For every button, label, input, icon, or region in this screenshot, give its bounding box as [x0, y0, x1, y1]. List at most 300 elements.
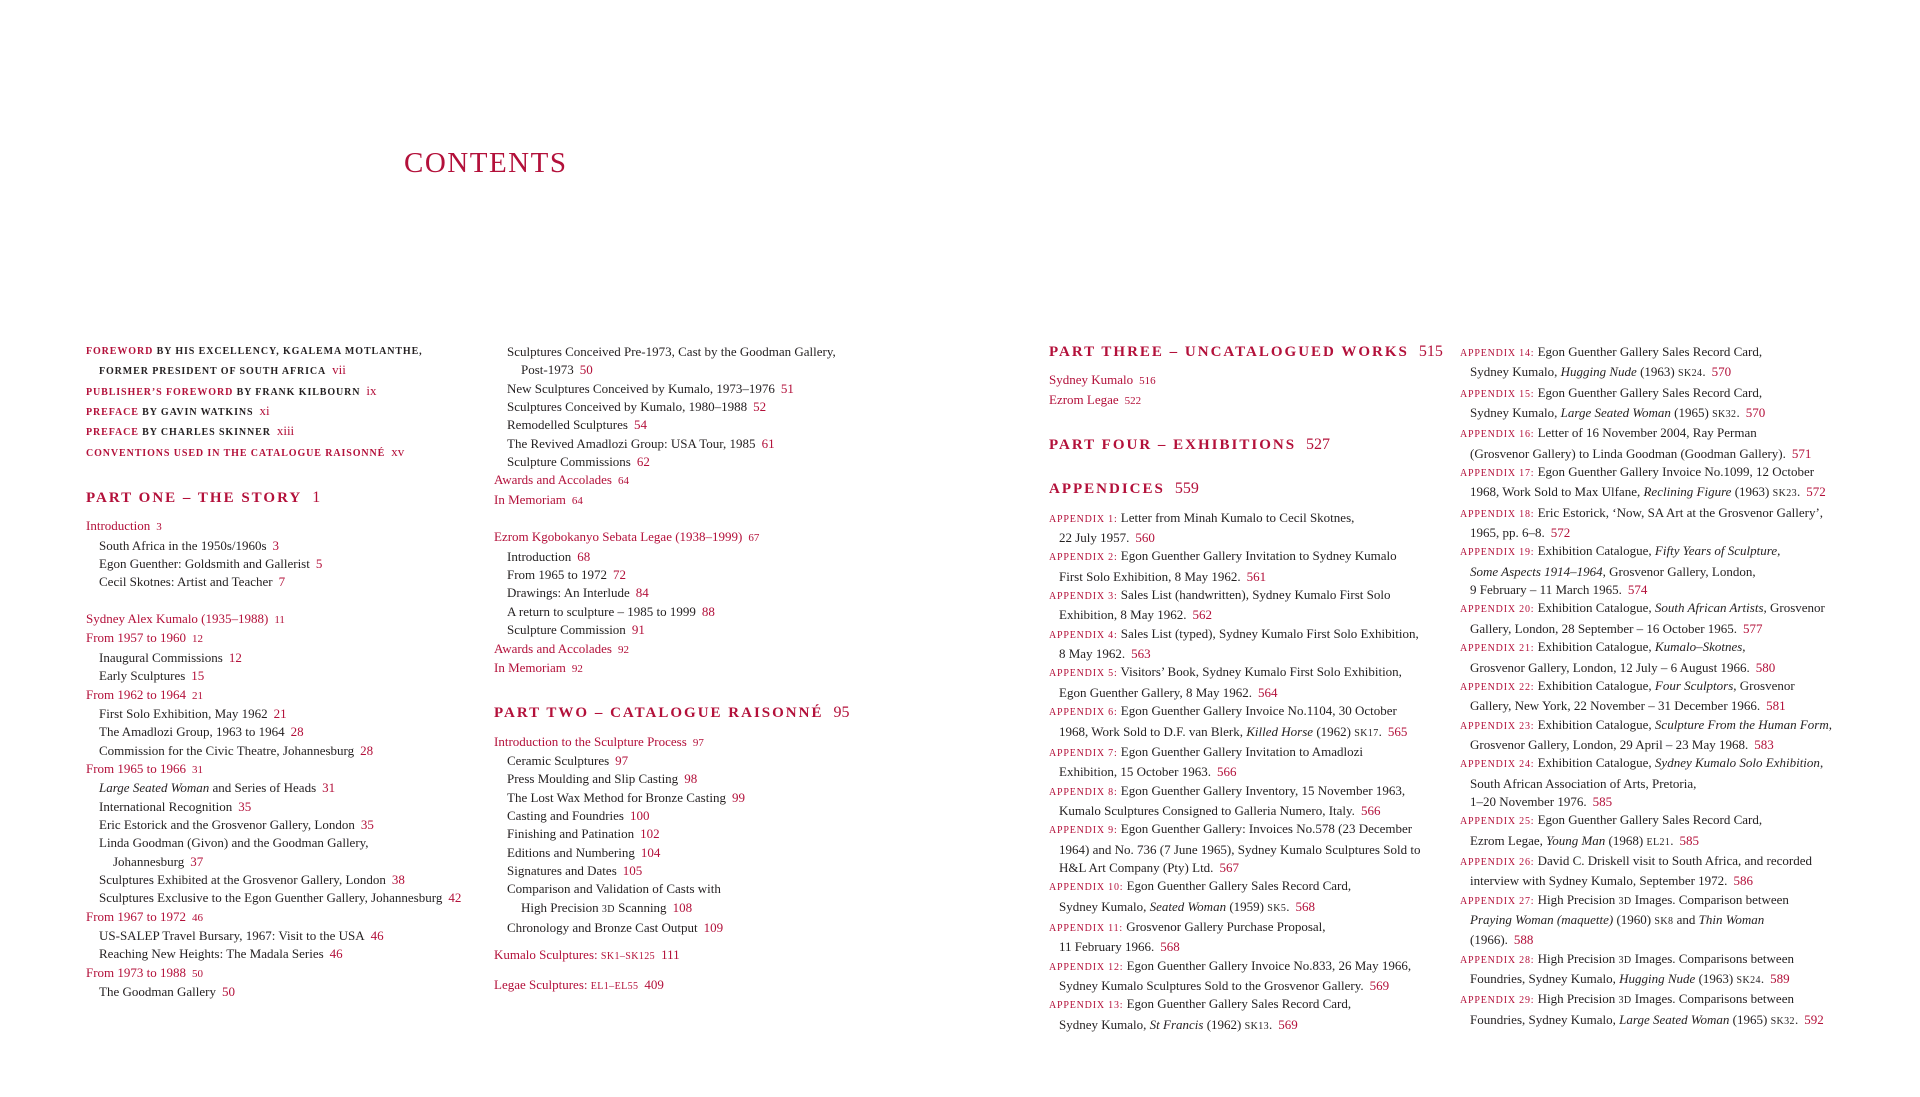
toc-column-1	[86, 343, 496, 1001]
page-number: 588	[1513, 932, 1534, 948]
appendix-entry[interactable]	[1460, 811, 1880, 852]
page-number: 42	[448, 890, 462, 906]
entry-text: Ceramic Sculptures	[507, 752, 610, 768]
section-entry[interactable]	[86, 517, 496, 536]
subsection-entry[interactable]	[86, 889, 496, 907]
entry-text: Sales List (handwritten), Sydney Kumalo First Solo	[1117, 587, 1391, 603]
page-number: 3	[272, 537, 280, 553]
entry-text: Images. Comparison between	[1631, 891, 1789, 907]
subsection-entry[interactable]	[86, 723, 496, 741]
entry-text: (1960)	[1613, 911, 1655, 927]
entry-text: Sculptures Exhibited at the Grosvenor Gallery, London	[99, 871, 386, 887]
entry-line	[99, 742, 496, 760]
entry-line	[494, 733, 924, 752]
page-number: 586	[1733, 873, 1753, 889]
entry-line	[86, 343, 496, 361]
part-heading[interactable]	[86, 489, 496, 507]
subsection-entry[interactable]	[494, 621, 924, 639]
appendix-label: APPENDIX 14:	[1460, 348, 1535, 359]
entry-text: Reaching New Heights: The Madala Series	[99, 946, 324, 962]
entry-line	[1049, 802, 1459, 820]
page-number: 15	[191, 668, 205, 684]
entry-line	[1049, 606, 1459, 624]
entry-text: Sculptures Conceived by Kumalo, 1980–1988	[507, 399, 748, 415]
subsection-entry[interactable]	[86, 537, 496, 555]
entry-line	[86, 629, 496, 648]
entry-line	[1460, 483, 1880, 503]
entry-text: SK13	[1244, 1020, 1270, 1032]
appendix-label: APPENDIX 13:	[1049, 1000, 1124, 1012]
entry-text: The Goodman Gallery	[99, 984, 216, 999]
entry-text: .	[1760, 971, 1765, 986]
entry-text: (1963)	[1695, 971, 1737, 986]
page-number: 97	[692, 736, 704, 749]
entry-text: Remodelled Sculptures	[507, 417, 628, 433]
appendix-entry[interactable]	[1049, 820, 1459, 877]
entry-line	[1460, 638, 1880, 658]
page-number: 37	[190, 853, 204, 869]
subsection-entry[interactable]	[86, 983, 496, 1001]
entry-text: PART THREE – UNCATALOGUED WORKS	[1049, 344, 1409, 360]
page-number: 516	[1139, 375, 1156, 388]
entry-text: From 1965 to 1966	[86, 760, 187, 776]
entry-line	[1049, 663, 1459, 683]
subsection-entry[interactable]	[494, 416, 924, 434]
entry-label: PUBLISHER’S FOREWORD	[86, 386, 234, 398]
page-number: 559	[1174, 480, 1199, 498]
subsection-entry[interactable]	[494, 380, 924, 398]
subsection-entry[interactable]	[86, 742, 496, 760]
section-entry[interactable]	[86, 686, 496, 705]
subsection-entry[interactable]	[494, 807, 924, 825]
section-entry[interactable]	[494, 640, 924, 659]
entry-text: Kumalo–Skotnes,	[1654, 639, 1746, 655]
page-number: 105	[622, 862, 643, 878]
entry-text: Sydney Kumalo Sculptures Sold to the Grosvenor Gallery.	[1059, 977, 1364, 993]
entry-text: Foundries, Sydney Kumalo,	[1470, 1011, 1620, 1027]
entry-line	[507, 899, 924, 919]
section-entry[interactable]	[86, 964, 496, 983]
section-entry[interactable]	[86, 629, 496, 648]
entry-line	[494, 640, 924, 659]
page-number: 563	[1131, 646, 1151, 662]
part-heading[interactable]	[1049, 343, 1459, 361]
appendix-label: APPENDIX 24:	[1460, 759, 1535, 771]
appendix-label: APPENDIX 5:	[1049, 668, 1118, 680]
appendix-entry[interactable]	[1049, 547, 1459, 586]
front-matter-entry[interactable]	[86, 402, 496, 422]
entry-text: Press Moulding and Slip Casting	[507, 771, 679, 787]
entry-text: Editions and Numbering	[507, 844, 635, 860]
appendix-entry[interactable]	[1460, 990, 1880, 1031]
entry-text: Images. Comparisons between	[1631, 991, 1794, 1007]
entry-text: 9 February – 11 March 1965.	[1470, 582, 1622, 598]
appendix-entry[interactable]	[1049, 625, 1459, 664]
page-number: 527	[1306, 436, 1331, 454]
page-number: 5	[315, 556, 323, 572]
entry-text: From 1957 to 1960	[86, 630, 187, 646]
appendix-entry[interactable]	[1049, 782, 1459, 821]
page-number: 569	[1278, 1016, 1298, 1032]
entry-text: BY CHARLES SKINNER	[138, 427, 271, 439]
entry-text: Egon Guenther: Goldsmith and Gallerist	[99, 556, 310, 572]
page-number: 104	[640, 844, 661, 860]
subsection-entry[interactable]	[494, 789, 924, 807]
subsection-entry[interactable]	[86, 834, 496, 871]
entry-text: From 1973 to 1988	[86, 964, 187, 980]
appendix-entry[interactable]	[1460, 754, 1880, 811]
entry-line	[1049, 436, 1459, 454]
part-heading[interactable]	[494, 704, 924, 722]
entry-text: Drawings: An Interlude	[507, 585, 630, 601]
section-entry[interactable]	[86, 760, 496, 779]
entry-line	[99, 983, 496, 1001]
section-entry[interactable]	[494, 733, 924, 752]
entry-text: Fifty Years of Sculpture,	[1654, 543, 1781, 559]
entry-text: Grosvenor Gallery Purchase Proposal,	[1122, 918, 1326, 934]
section-entry[interactable]	[494, 659, 924, 678]
subsection-entry[interactable]	[494, 398, 924, 416]
section-entry[interactable]	[494, 491, 924, 510]
page-number: 515	[1418, 343, 1443, 360]
entry-text: Sydney Kumalo Solo Exhibition	[1654, 755, 1820, 771]
entry-text: Egon Guenther Gallery Sales Record Card,	[1534, 344, 1763, 359]
entry-text: SK24	[1678, 368, 1703, 380]
page-number: 99	[731, 789, 745, 805]
entry-text: South African Association of Arts, Pretoria,	[1470, 775, 1697, 791]
entry-line	[507, 548, 924, 566]
appendix-entry[interactable]	[1460, 463, 1880, 504]
appendix-label: APPENDIX 16:	[1460, 429, 1535, 441]
front-matter-entry[interactable]	[86, 382, 496, 402]
entry-line	[1049, 938, 1459, 956]
entry-text: (1959)	[1226, 898, 1268, 914]
entry-line	[1460, 463, 1880, 483]
entry-text: The Amadlozi Group, 1963 to 1964	[99, 724, 285, 740]
subsection-entry[interactable]	[86, 667, 496, 685]
appendix-entry[interactable]	[1049, 877, 1459, 918]
entry-text: Large Seated Woman	[1560, 405, 1671, 421]
entry-line	[1460, 599, 1880, 619]
entry-text: Foundries, Sydney Kumalo,	[1470, 971, 1620, 986]
entry-line	[1049, 918, 1459, 938]
entry-text: Four Sculptors	[1654, 677, 1734, 693]
entry-line	[1049, 343, 1459, 361]
page-number: 572	[1806, 484, 1826, 500]
page-number: 580	[1755, 659, 1776, 675]
entry-text: Exhibition Catalogue,	[1534, 755, 1655, 771]
page-number: 64	[617, 475, 629, 488]
entry-line	[1049, 841, 1459, 859]
entry-line	[1049, 480, 1459, 498]
subsection-entry[interactable]	[494, 566, 924, 584]
subsection-entry[interactable]	[494, 435, 924, 453]
subsection-entry[interactable]	[494, 770, 924, 788]
subsection-entry[interactable]	[494, 825, 924, 843]
appendix-label: APPENDIX 11:	[1049, 922, 1123, 934]
appendix-entry[interactable]	[1460, 950, 1880, 991]
entry-label: PREFACE	[86, 407, 139, 419]
entry-text: Seated Woman	[1149, 898, 1227, 914]
subsection-entry[interactable]	[494, 343, 924, 380]
entry-label: PREFACE	[86, 427, 139, 439]
page-number: 31	[192, 763, 204, 776]
entry-text: .	[1378, 723, 1382, 739]
entry-line	[1460, 524, 1880, 542]
subsection-entry[interactable]	[86, 705, 496, 723]
subsection-entry[interactable]	[494, 862, 924, 880]
appendix-label: APPENDIX 27:	[1460, 895, 1535, 907]
entry-line	[1460, 775, 1880, 793]
page-number: 570	[1745, 405, 1766, 421]
part-heading[interactable]	[1049, 480, 1459, 498]
appendix-entry[interactable]	[1460, 504, 1880, 543]
catalogue-entry[interactable]	[494, 946, 924, 966]
appendix-entry[interactable]	[1460, 716, 1880, 755]
appendix-label: APPENDIX 21:	[1460, 643, 1535, 655]
subsection-entry[interactable]	[86, 816, 496, 834]
entry-line	[86, 760, 496, 779]
section-entry[interactable]	[494, 528, 924, 547]
appendix-entry[interactable]	[1460, 599, 1880, 638]
entry-line	[99, 945, 496, 963]
subsection-entry[interactable]	[494, 584, 924, 602]
subsection-entry[interactable]	[494, 919, 924, 937]
toc-column-2	[494, 343, 924, 996]
appendix-entry[interactable]	[1049, 702, 1459, 743]
entry-line	[1049, 763, 1459, 781]
entry-text: 3D	[1618, 995, 1632, 1007]
page-number: 569	[1369, 977, 1390, 993]
appendix-entry[interactable]	[1049, 509, 1459, 548]
appendix-entry[interactable]	[1460, 384, 1880, 425]
entry-label: FOREWORD	[86, 346, 154, 357]
entry-line	[507, 453, 924, 471]
section-entry[interactable]	[86, 908, 496, 927]
entry-text: High Precision	[521, 899, 602, 915]
appendix-entry[interactable]	[1049, 957, 1459, 996]
entry-text: Grosvenor	[1766, 600, 1825, 616]
appendix-entry[interactable]	[1049, 743, 1459, 782]
page-number: 564	[1258, 684, 1278, 700]
entry-line	[507, 361, 924, 379]
page-number: 38	[391, 871, 405, 887]
page-number: 567	[1219, 859, 1239, 875]
entry-line	[99, 853, 496, 871]
entry-text: Sculptures Exclusive to the Egon Guenther Gallery, Johannesburg	[99, 890, 443, 906]
entry-text: From 1965 to 1972	[507, 567, 608, 583]
subsection-entry[interactable]	[86, 927, 496, 945]
entry-text: Large Seated Woman	[99, 780, 210, 796]
entry-text: APPENDICES	[1049, 481, 1165, 498]
page-number: 21	[273, 705, 287, 721]
entry-line	[99, 555, 496, 573]
entry-line	[507, 862, 924, 880]
page-number: 574	[1627, 582, 1648, 598]
subsection-entry[interactable]	[86, 798, 496, 816]
entry-text: Post-1973	[521, 362, 574, 378]
page-number: 98	[684, 771, 698, 787]
appendix-entry[interactable]	[1460, 424, 1880, 463]
page-number: 560	[1135, 530, 1155, 546]
entry-line	[1460, 793, 1880, 811]
entry-text: (1968)	[1605, 832, 1647, 848]
appendix-label: APPENDIX 3:	[1049, 591, 1118, 603]
appendix-label: APPENDIX 17:	[1460, 468, 1535, 480]
appendix-entry[interactable]	[1460, 542, 1880, 599]
appendix-entry[interactable]	[1460, 638, 1880, 677]
subsection-entry[interactable]	[494, 752, 924, 770]
entry-text: New Sculptures Conceived by Kumalo, 1973–1976	[507, 380, 775, 396]
entry-text: (1963)	[1731, 484, 1773, 500]
entry-text: Scanning	[614, 899, 667, 915]
front-matter-entry[interactable]	[86, 443, 496, 463]
subsection-entry[interactable]	[86, 573, 496, 591]
entry-line	[1460, 424, 1880, 444]
appendix-entry[interactable]	[1049, 918, 1459, 957]
subsection-entry[interactable]	[86, 871, 496, 889]
appendix-entry[interactable]	[1460, 343, 1880, 384]
page-number: 566	[1217, 764, 1237, 780]
subsection-entry[interactable]	[494, 844, 924, 862]
entry-line	[1049, 509, 1459, 529]
entry-line	[507, 789, 924, 807]
entry-text: In Memoriam	[494, 491, 566, 507]
entry-line	[99, 705, 496, 723]
entry-text: Finishing and Patination	[507, 826, 635, 842]
section-entry[interactable]	[1049, 391, 1459, 410]
entry-line	[507, 416, 924, 434]
entry-line	[507, 919, 924, 937]
section-entry[interactable]	[1049, 371, 1459, 390]
subsection-entry[interactable]	[494, 880, 924, 919]
page-number: xi	[259, 403, 270, 419]
part-heading[interactable]	[1049, 436, 1459, 454]
subsection-entry[interactable]	[86, 649, 496, 667]
page-number: 35	[360, 816, 374, 832]
entry-text: Exhibition, 8 May 1962.	[1059, 607, 1187, 623]
subsection-entry[interactable]	[86, 555, 496, 573]
entry-text: Egon Guenther Gallery Sales Record Card,	[1123, 996, 1352, 1012]
catalogue-entry[interactable]	[494, 976, 924, 996]
entry-text: Chronology and Bronze Cast Output	[507, 919, 698, 935]
section-entry[interactable]	[494, 471, 924, 490]
appendix-entry[interactable]	[1460, 891, 1880, 950]
entry-line	[1049, 859, 1459, 877]
subsection-entry[interactable]	[494, 603, 924, 621]
entry-text: Introduction	[507, 548, 572, 564]
page-number: 61	[761, 435, 775, 451]
entry-line	[1460, 504, 1880, 524]
entry-text: David C. Driskell visit to South Africa, and recorded	[1534, 852, 1812, 868]
entry-text: Egon Guenther Gallery Invoice No.833, 26 May 1966,	[1123, 957, 1412, 973]
appendix-entry[interactable]	[1460, 852, 1880, 891]
subsection-entry[interactable]	[494, 548, 924, 566]
entry-text: Hugging Nude	[1560, 364, 1637, 380]
page-number: 522	[1124, 394, 1142, 407]
appendix-entry[interactable]	[1049, 586, 1459, 625]
appendix-label: APPENDIX 29:	[1460, 995, 1535, 1007]
entry-line	[507, 621, 924, 639]
entry-line	[1049, 820, 1459, 840]
entry-line	[494, 471, 924, 490]
entry-text: 1964) and No. 736 (7 June 1965), Sydney Kumalo Sculptures Sold to	[1059, 841, 1421, 857]
entry-text: Egon Guenther Gallery Invoice No.1104, 30 October	[1117, 703, 1397, 719]
entry-line	[1460, 811, 1880, 831]
entry-line	[99, 927, 496, 945]
entry-line	[86, 908, 496, 927]
subsection-entry[interactable]	[494, 453, 924, 471]
entry-text: BY GAVIN WATKINS	[138, 407, 254, 419]
page-number: 568	[1295, 898, 1315, 914]
entry-text: Sydney Alex Kumalo (1935–1988)	[86, 611, 269, 627]
entry-text: 8 May 1962.	[1059, 646, 1126, 662]
appendix-entry[interactable]	[1049, 663, 1459, 702]
entry-text: Introduction to the Sculpture Process	[494, 733, 687, 749]
entry-line	[494, 704, 924, 722]
page-number: 88	[701, 603, 715, 619]
entry-line	[1460, 697, 1880, 715]
page-number: 46	[329, 946, 343, 962]
appendix-entry[interactable]	[1049, 995, 1459, 1036]
entry-line	[99, 667, 496, 685]
page-number: 64	[571, 494, 583, 507]
entry-line	[1049, 586, 1459, 606]
appendix-entry[interactable]	[1460, 677, 1880, 716]
entry-line	[1460, 659, 1880, 677]
subsection-entry[interactable]	[86, 945, 496, 963]
entry-text: Casting and Foundries	[507, 807, 624, 823]
entry-text: Reclining Figure	[1643, 484, 1732, 500]
front-matter-entry[interactable]	[86, 343, 496, 382]
entry-line	[507, 566, 924, 584]
entry-text: PART ONE – THE STORY	[86, 490, 303, 507]
entry-text: From 1962 to 1964	[86, 686, 187, 702]
entry-line	[99, 834, 496, 852]
subsection-entry[interactable]	[86, 779, 496, 797]
entry-text: Linda Goodman (Givon) and the Goodman Gallery,	[99, 835, 369, 851]
entry-text: Sculpture Commission	[507, 622, 626, 638]
entry-line	[1049, 723, 1459, 743]
entry-text: Thin Woman	[1698, 911, 1765, 927]
entry-text: and Series of Heads	[209, 780, 317, 796]
page-number: 7	[278, 574, 286, 590]
entry-line	[86, 964, 496, 983]
page-number: 67	[748, 532, 760, 545]
entry-line	[1460, 581, 1880, 599]
entry-line	[507, 770, 924, 788]
entry-text: Sales List (typed), Sydney Kumalo First Solo Exhibition,	[1117, 625, 1419, 641]
entry-text: Awards and Accolades	[494, 472, 612, 488]
entry-text: International Recognition	[99, 798, 233, 814]
toc-column-4	[1460, 343, 1880, 1031]
entry-text: Sculpture From the Human Form,	[1654, 716, 1832, 732]
entry-text: .	[1286, 898, 1290, 914]
page-number: 565	[1387, 723, 1408, 739]
entry-text: Large Seated Woman	[1619, 1011, 1730, 1027]
entry-line	[86, 517, 496, 536]
entry-text: PART FOUR – EXHIBITIONS	[1049, 437, 1297, 454]
front-matter-entry[interactable]	[86, 422, 496, 442]
entry-text: Sculpture Commissions	[507, 454, 631, 470]
entry-line	[99, 723, 496, 741]
entry-line	[86, 382, 496, 402]
page-number: 35	[238, 798, 252, 814]
page-number: 566	[1360, 802, 1381, 818]
section-entry[interactable]	[86, 610, 496, 629]
entry-text: EL21	[1646, 836, 1671, 848]
appendix-label: APPENDIX 19:	[1460, 547, 1535, 559]
